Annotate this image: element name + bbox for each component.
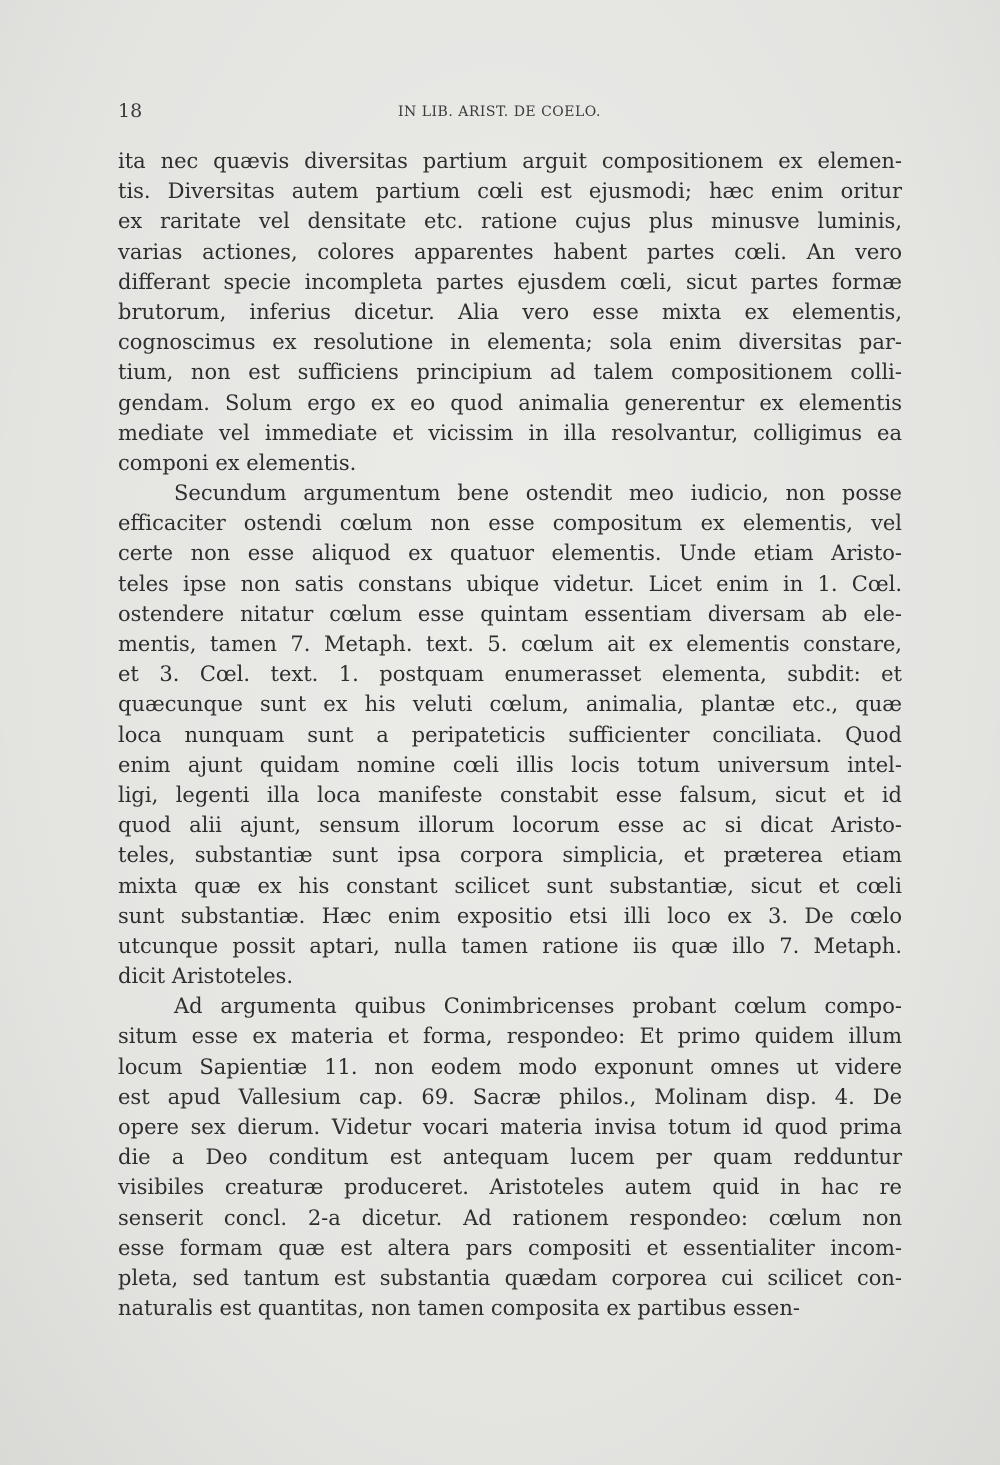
body-text — [118, 146, 902, 1323]
text-line: Ad argumenta quibus Conimbricenses probant cœlum compo- — [174, 994, 902, 1019]
text-line: teles ipse non satis constans ubique videtur. Licet enim in 1. Cœl. — [118, 571, 902, 596]
page-header — [118, 100, 900, 130]
text-line: senserit concl. 2-a dicetur. Ad rationem respondeo: cœlum non — [118, 1205, 902, 1230]
running-head: IN LIB. ARIST. DE COELO. — [398, 104, 601, 120]
text-line: certe non esse aliquod ex quatuor elementis. Unde etiam Aristo- — [118, 541, 902, 566]
text-line: ex raritate vel densitate etc. ratione cujus plus minusve luminis, — [118, 209, 902, 234]
text-line: gendam. Solum ergo ex eo quod animalia generentur ex elementis — [118, 390, 902, 415]
text-line: differant specie incompleta partes ejusdem cœli, sicut partes formæ — [118, 269, 902, 294]
text-line: situm esse ex materia et forma, respondeo: Et primo quidem illum — [118, 1024, 902, 1049]
text-line: visibiles creaturæ produceret. Aristoteles autem quid in hac re — [118, 1175, 902, 1200]
text-line: tis. Diversitas autem partium cœli est ejusmodi; hæc enim oritur — [118, 179, 902, 204]
text-line: componi ex elementis. — [118, 450, 357, 475]
text-line: ita nec quævis diversitas partium arguit compositionem ex elemen- — [118, 149, 902, 173]
text-line: tium, non est sufficiens principium ad talem compositionem colli- — [118, 360, 902, 385]
text-line: utcunque possit aptari, nulla tamen ratione iis quæ illo 7. Metaph. — [118, 933, 902, 958]
text-line: sunt substantiæ. Hæc enim expositio etsi illi loco ex 3. De cœlo — [118, 903, 902, 928]
text-line: naturalis est quantitas, non tamen composita ex partibus essen- — [118, 1296, 800, 1321]
text-line: loca nunquam sunt a peripateticis sufficienter conciliata. Quod — [118, 722, 902, 747]
text-line: Secundum argumentum bene ostendit meo iudicio, non posse — [174, 481, 902, 506]
text-line: locum Sapientiæ 11. non eodem modo exponunt omnes ut videre — [118, 1054, 902, 1079]
page-number: 18 — [118, 100, 143, 122]
text-line: efficaciter ostendi cœlum non esse compositum ex elementis, vel — [118, 511, 902, 536]
paragraph — [118, 146, 902, 478]
text-line: enim ajunt quidam nomine cœli illis locis totum universum intel- — [118, 752, 902, 777]
text-line: mentis, tamen 7. Metaph. text. 5. cœlum ait ex elementis constare, — [118, 632, 902, 656]
text-line: mediate vel immediate et vicissim in illa resolvantur, colligimus ea — [118, 420, 902, 445]
paragraph — [118, 991, 902, 1323]
paragraph — [118, 478, 902, 991]
text-line: et 3. Cœl. text. 1. postquam enumerasset elementa, subdit: et — [118, 662, 902, 687]
text-line: brutorum, inferius dicetur. Alia vero esse mixta ex elementis, — [118, 299, 902, 324]
text-line: opere sex dierum. Videtur vocari materia invisa totum id quod prima — [118, 1115, 902, 1139]
text-line: teles, substantiæ sunt ipsa corpora simplicia, et præterea etiam — [118, 843, 902, 868]
text-line: dicit Aristoteles. — [118, 964, 293, 989]
text-line: est apud Vallesium cap. 69. Sacræ philos., Molinam disp. 4. De — [118, 1084, 902, 1109]
text-line: die a Deo conditum est antequam lucem per quam redduntur — [118, 1145, 902, 1170]
text-line: ligi, legenti illa loca manifeste constabit esse falsum, sicut et id — [118, 782, 902, 807]
text-line: quod alii ajunt, sensum illorum locorum esse ac si dicat Aristo- — [118, 813, 902, 838]
text-line: cognoscimus ex resolutione in elementa; sola enim diversitas par- — [118, 330, 902, 355]
text-line: quæcunque sunt ex his veluti cœlum, animalia, plantæ etc., quæ — [118, 692, 902, 717]
text-line: esse formam quæ est altera pars compositi et essentialiter incom- — [118, 1235, 902, 1260]
text-line: ostendere nitatur cœlum esse quintam essentiam diversam ab ele- — [118, 601, 902, 626]
text-line: mixta quæ ex his constant scilicet sunt substantiæ, sicut et cœli — [118, 873, 902, 898]
text-line: varias actiones, colores apparentes habent partes cœli. An vero — [118, 239, 902, 264]
text-line: pleta, sed tantum est substantia quædam corporea cui scilicet con- — [118, 1265, 902, 1290]
